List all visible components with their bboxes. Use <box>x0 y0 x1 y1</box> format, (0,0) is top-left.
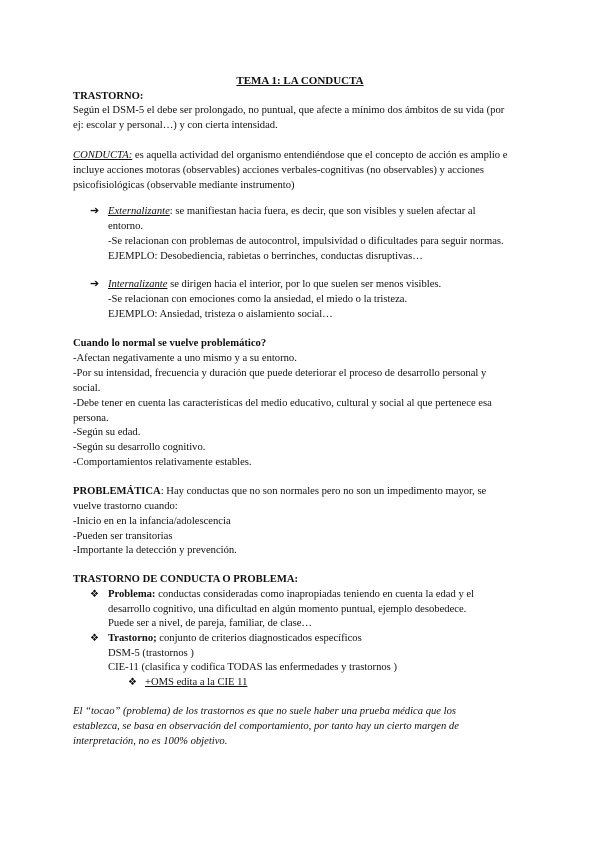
externalizante-term: Externalizante <box>108 206 170 217</box>
cuando-line: persona. <box>73 413 109 424</box>
cuando-line: social. <box>73 383 101 394</box>
diamond-bullet-icon: ❖ <box>128 677 137 688</box>
problematica-definition: : Hay conductas que no son normales pero no son un impedimento mayor, se <box>160 486 487 497</box>
externalizante-line-2: entorno. <box>108 221 144 232</box>
trastorno-def-line: DSM-5 (trastornos ) <box>108 648 194 659</box>
conducta-line-3: psicofisiológicas (observable mediante instrumento) <box>73 180 295 191</box>
trastorno-line-1: Según el DSM-5 el debe ser prolongado, no puntual, que afecte a mínimo dos ámbitos de su vida (por <box>73 105 505 116</box>
note-line: establezca, se basa en observación del comportamiento, por tanto hay un cierto margen de <box>73 721 459 732</box>
conducta-line-1 <box>73 148 507 163</box>
problematica-line: -Pueden ser transitorias <box>73 531 173 542</box>
trastorno-heading: TRASTORNO: <box>73 91 144 102</box>
cuando-line: -Afectan negativamente a uno mismo y a su entorno. <box>73 353 297 364</box>
conducta-definition: es aquella actividad del organismo entendiéndose que el concepto de acción es amplio e <box>132 150 508 161</box>
internalizante-definition: se dirigen hacia el interior, por lo que suelen ser menos visibles. <box>167 279 442 290</box>
trastorno-def-line-1 <box>108 631 362 646</box>
problematica-line: -Inicio en en la infancia/adolescencia <box>73 516 231 527</box>
problema-definition: conductas consideradas como inapropiadas teniendo en cuenta la edad y el <box>155 589 475 600</box>
problema-line-1 <box>108 587 474 602</box>
arrow-icon: ➔ <box>90 205 100 217</box>
internalizante-line-2: -Se relacionan con emociones como la ansiedad, el miedo o la tristeza. <box>108 294 408 305</box>
externalizante-line-4: EJEMPLO: Desobediencia, rabietas o berrinches, conductas disruptivas… <box>108 251 423 262</box>
conducta-term: CONDUCTA: <box>73 150 133 161</box>
cuando-heading: Cuando lo normal se vuelve problemático? <box>73 338 267 349</box>
cuando-line: -Comportamientos relativamente estables. <box>73 457 252 468</box>
problema-line: Puede ser a nivel, de pareja, familiar, de clase… <box>108 618 313 629</box>
externalizante-line-3: -Se relacionan con problemas de autocontrol, impulsividad o dificultades para seguir normas. <box>108 236 504 247</box>
externalizante-line-1 <box>108 204 476 219</box>
diamond-bullet-icon: ❖ <box>90 633 99 644</box>
internalizante-term: Internalizante <box>108 279 168 290</box>
internalizante-line-1 <box>108 277 441 292</box>
cuando-line: -Debe tener en cuenta las características del medio educativo, cultural y social al que pertenece esa <box>73 398 492 409</box>
trastorno-def-line: CIE-11 (clasifica y codifica TODAS las enfermedades y trastornos ) <box>108 662 397 673</box>
note-line: interpretación, no es 100% objetivo. <box>73 736 228 747</box>
cuando-line: -Por su intensidad, frecuencia y duración que puede deteriorar el proceso de desarrollo personal y <box>73 368 487 379</box>
note-line: El “tocao” (problema) de los trastornos es que no suele haber una prueba médica que los <box>73 706 457 717</box>
oms-note: +OMS edita a la CIE 11 <box>145 677 248 688</box>
problematica-line: -Importante la detección y prevención. <box>73 545 237 556</box>
externalizante-definition: : se manifiestan hacia fuera, es decir, que son visibles y suelen afectar al <box>169 206 476 217</box>
problematica-line: vuelve trastorno cuando: <box>73 501 178 512</box>
internalizante-line-3: EJEMPLO: Ansiedad, tristeza o aislamiento social… <box>108 309 333 320</box>
problema-term: Problema: <box>108 589 156 600</box>
problematica-line-1 <box>73 484 486 499</box>
diamond-bullet-icon: ❖ <box>90 589 99 600</box>
trastorno-definition: conjunto de criterios diagnosticados específicos <box>156 633 362 644</box>
conducta-line-2: incluye acciones motoras (observables) acciones verbales-cognitivas (no observables) y acciones <box>73 165 484 176</box>
problema-line: desarrollo cognitivo, una dificultad en algún momento puntual, ejemplo desobedece. <box>108 604 467 615</box>
page-title: TEMA 1: LA CONDUCTA <box>236 75 364 87</box>
trastorno-line-2: ej: escolar y personal…) y con cierta intensidad. <box>73 120 278 131</box>
cuando-line: -Según su edad. <box>73 427 141 438</box>
problematica-term: PROBLEMÁTICA <box>73 486 161 497</box>
cuando-line: -Según su desarrollo cognitivo. <box>73 442 206 453</box>
trastorno-term: Trastorno; <box>108 633 157 644</box>
arrow-icon: ➔ <box>90 278 100 290</box>
trastorno-conducta-heading: TRASTORNO DE CONDUCTA O PROBLEMA: <box>73 574 299 585</box>
